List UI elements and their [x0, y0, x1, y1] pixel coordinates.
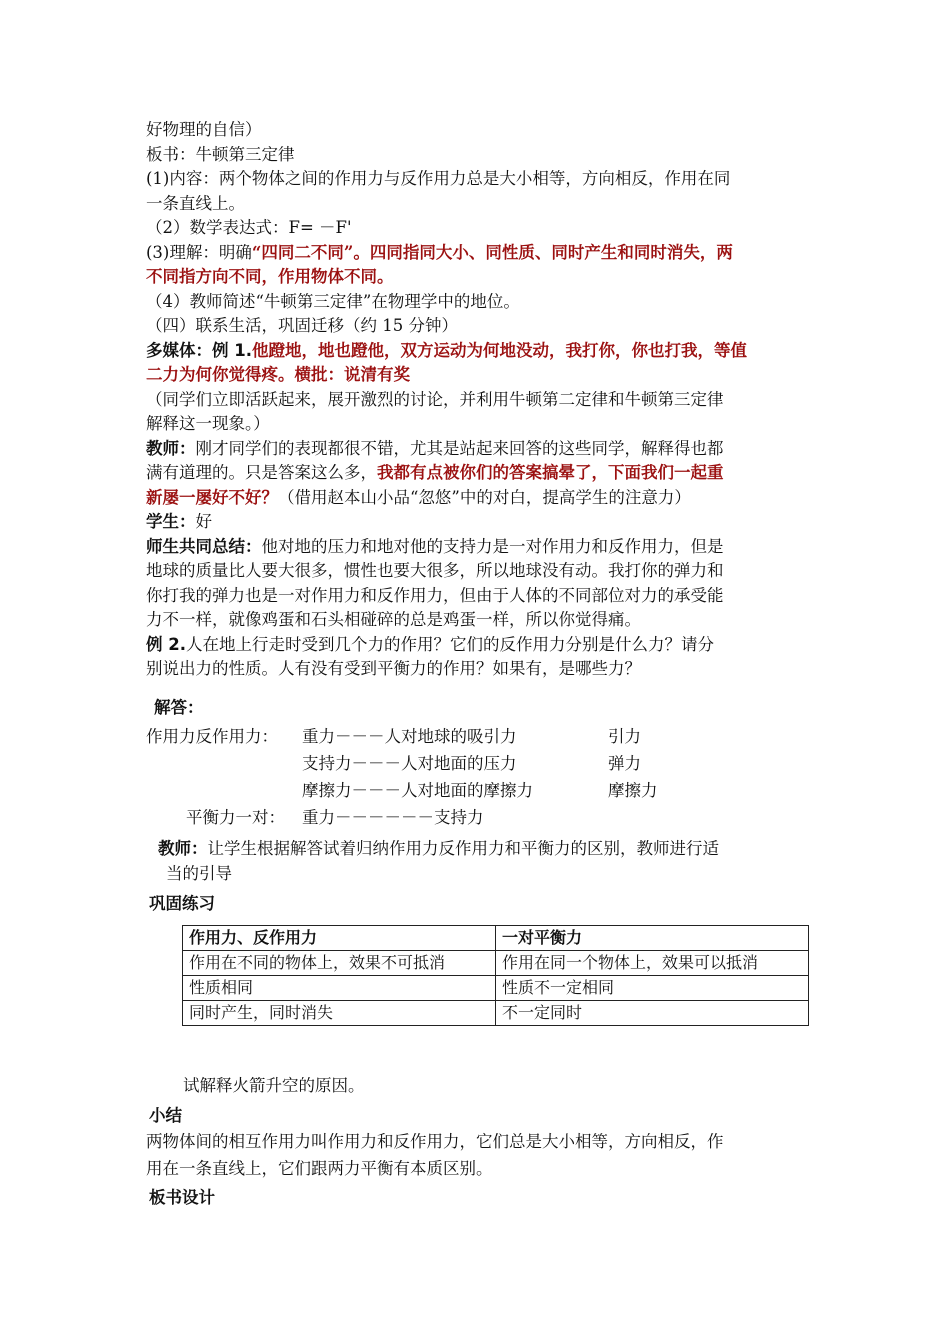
understanding-highlight-1: “四同二不同”。四同指同大小、同性质、同时产生和同时消失，两: [251, 242, 733, 262]
summary-joint-text-1: 他对地的压力和地对他的支持力是一对作用力和反作用力，但是: [261, 536, 724, 556]
summary-line-1: 两物体间的相互作用力叫作用力和反作用力，它们总是大小相等，方向相反，作: [146, 1132, 724, 1151]
teacher-highlight-2: 新屡一屡好不好？: [146, 487, 278, 507]
table-cell: 作用在不同的物体上，效果不可抵消: [183, 951, 496, 976]
example-2-b: 别说出力的性质。人有没有受到平衡力的作用？如果有，是哪些力？: [146, 659, 641, 678]
table-row: [183, 1001, 809, 1026]
teacher-guide-text: 让学生根据解答试着归纳作用力反作用力和平衡力的区别，教师进行适: [207, 839, 719, 858]
students-react-1: （同学们立即活跃起来，展开激烈的讨论，并利用牛顿第二定律和牛顿第三定律: [146, 389, 724, 409]
answer-row-4: [146, 804, 816, 831]
law-content-1: (1)内容：两个物体之间的作用力与反作用力总是大小相等，方向相反，作用在同: [146, 169, 731, 188]
summary-joint-2: 地球的质量比人要大很多，惯性也要大很多，所以地球没有动。我打你的弹力和: [146, 561, 724, 580]
pair-2-type: 弹力: [608, 754, 641, 773]
teacher-label: 教师：: [146, 438, 196, 458]
summary-joint-3: 你打我的弹力也是一对作用力和反作用力，但由于人体的不同部位对力的承受能: [146, 585, 724, 605]
multimedia-label: 多媒体：例 1.: [146, 340, 252, 360]
table-cell: 性质相同: [183, 976, 496, 1001]
summary-joint-4: 力不一样，就像鸡蛋和石头相碰碎的总是鸡蛋一样，所以你觉得痛。: [146, 610, 641, 629]
summary-heading: 小结: [149, 1106, 182, 1125]
teacher-text-3: （借用赵本山小品“忽悠”中的对白，提高学生的注意力）: [278, 487, 691, 507]
summary-joint-1: [146, 535, 816, 560]
summary-line-2: 用在一条直线上，它们跟两力平衡有本质区别。: [146, 1159, 493, 1178]
teacher-text-2: 满有道理的。只是答案这么多，: [146, 463, 377, 482]
multimedia-2: 二力为何你觉得疼。横批：说清有奖: [146, 365, 410, 384]
table-header-balance: 一对平衡力: [496, 926, 809, 951]
pair-label: 作用力反作用力：: [146, 727, 278, 746]
example-2-label: 例 2.: [146, 634, 186, 654]
teacher-2: [146, 461, 816, 486]
balance-pair: 重力－－－－－－支持力: [302, 808, 484, 827]
rocket-question: 试解释火箭升空的原因。: [183, 1076, 365, 1095]
teacher-note: （4）教师简述“牛顿第三定律”在物理学中的地位。: [146, 291, 520, 311]
summary-text: [146, 1128, 816, 1182]
summary-joint-label: 师生共同总结：: [146, 536, 262, 556]
teacher-guide-2: 当的引导: [166, 863, 232, 883]
teacher-1: [146, 437, 816, 462]
answer-row-2: [146, 750, 816, 777]
student-label: 学生：: [146, 512, 196, 531]
balance-label: 平衡力一对：: [186, 808, 285, 827]
student-text: 好: [195, 512, 212, 531]
board-title: 板书：牛顿第三定律: [146, 144, 295, 164]
line-prev-end: 好物理的自信）: [146, 120, 262, 139]
answer-heading: 解答：: [154, 698, 204, 717]
answer-row-1: [146, 723, 816, 750]
understanding-prefix: (3)理解：明确: [146, 242, 252, 262]
example-2-a: [146, 633, 816, 658]
teacher-3: [146, 486, 816, 511]
table-cell: 性质不一定相同: [496, 976, 809, 1001]
answer-row-3: [146, 777, 816, 804]
example-2-text: 人在地上行走时受到几个力的作用？它们的反作用力分别是什么力？请分: [186, 634, 714, 654]
pair-3: 摩擦力－－－人对地面的摩擦力: [302, 781, 533, 800]
board-design-heading: 板书设计: [149, 1188, 215, 1207]
teacher-guide: [158, 837, 818, 886]
practice-heading: 巩固练习: [149, 894, 215, 913]
table-header-action-reaction: 作用力、反作用力: [183, 926, 496, 951]
answer-block: [146, 723, 816, 831]
table-row: [183, 976, 809, 1001]
teacher-highlight-1: 我都有点被你们的答案搞晕了，下面我们一起重: [377, 463, 724, 482]
comparison-table: [182, 925, 809, 1026]
student-reply: [146, 510, 816, 535]
table-row: [183, 951, 809, 976]
table-cell: 作用在同一个物体上，效果可以抵消: [496, 951, 809, 976]
table-header-row: [183, 926, 809, 951]
table-cell: 同时产生，同时消失: [183, 1001, 496, 1026]
teacher-guide-1: [158, 837, 818, 862]
pair-2: 支持力－－－人对地面的压力: [302, 754, 517, 773]
understanding-2: 不同指方向不同，作用物体不同。: [146, 267, 394, 286]
teacher-text-1: 刚才同学们的表现都很不错，尤其是站起来回答的这些同学，解释得也都: [195, 438, 724, 458]
table-cell: 不一定同时: [496, 1001, 809, 1026]
pair-3-type: 摩擦力: [608, 781, 658, 800]
teacher-guide-label: 教师：: [158, 839, 208, 858]
pair-1-type: 引力: [608, 727, 641, 746]
text-block-top: [146, 118, 816, 682]
pair-1: 重力－－－人对地球的吸引力: [302, 727, 517, 746]
students-react-2: 解释这一现象。）: [146, 414, 270, 433]
math-expression: （2）数学表达式：F= －F': [146, 218, 352, 237]
understanding-1: [146, 241, 816, 266]
multimedia-highlight-1: 他蹬地，地也蹬他，双方运动为何地没动，我打你，你也打我，等值: [252, 340, 747, 360]
section-four: （四）联系生活，巩固迁移（约 15 分钟）: [146, 316, 458, 335]
law-content-2: 一条直线上。: [146, 193, 245, 213]
multimedia-1: [146, 339, 816, 364]
